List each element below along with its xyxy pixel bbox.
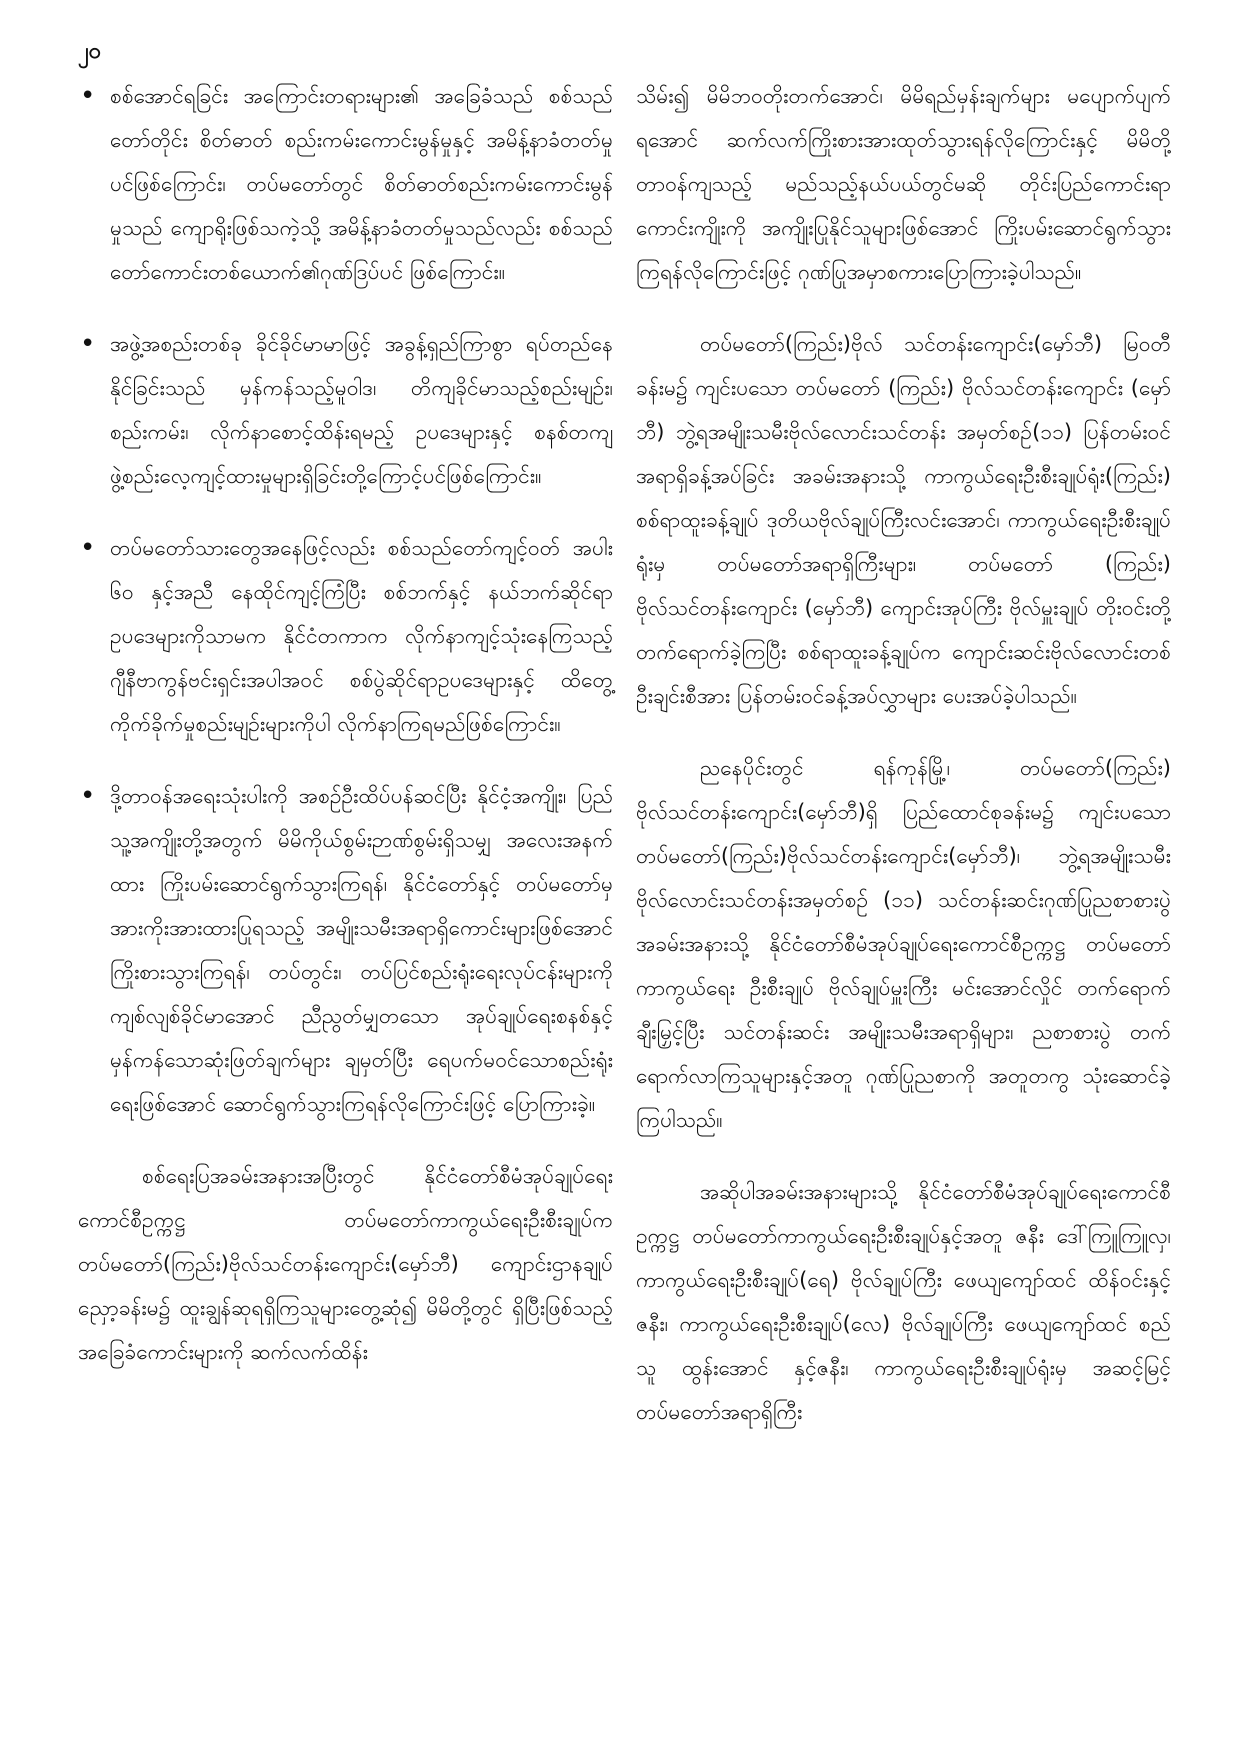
body-paragraph: ညနေပိုင်းတွင် ရန်ကုန်မြို့၊ တပ်မတော်(ကြည်း) ဗိုလ်သင်တန်းကျောင်း(မှော်ဘီ)ရှိ ပြည်ထောင်စုခန်းမ၌ ကျင်းပသော တပ်မတော်(ကြည်း)ဗိုလ်သင်တန်းကျောင်း(မှော်ဘီ)၊ ဘွဲ့ရအမျိုးသမီး ဗိုလ်လောင်းသင်တန်းအမှတ်စဉ် (၁၁) သင်တန်းဆင်းဂုဏ်ပြုညစာစားပွဲအခမ်းအနားသို့ နိုင်ငံတော်စီမံအုပ်ချုပ်ရေးကောင်စီဥက္ကဋ္ဌ တပ်မတော်ကာကွယ်ရေး ဦးစီးချုပ် ဗိုလ်ချုပ်မှူးကြီး မင်းအောင်လှိုင် တက်ရောက်ချီးမြှင့်ပြီး သင်တန်းဆင်း အမျိုးသမီးအရာရှိများ၊ ညစာစားပွဲ တက်ရောက်လာကြသူများနှင့်အတူ ဂုဏ်ပြုညစာကို အတူတကွ သုံးဆောင်ခဲ့ကြပါသည်။ [636,756,1171,1132]
bullet-item: • အဖွဲ့အစည်းတစ်ခု ခိုင်ခိုင်မာမာဖြင့် အခွန့်ရှည်ကြာစွာ ရပ်တည်နေနိုင်ခြင်းသည် မှန်ကန်သည့်မူဝါဒ၊ တိကျခိုင်မာသည့်စည်းမျဉ်း၊ စည်းကမ်း၊ လိုက်နာစောင့်ထိန်းရမည့် ဥပဒေများနှင့် စနစ်တကျ ဖွဲ့စည်းလေ့ကျင့်ထားမှုများရှိခြင်းတို့ကြောင့်ပင်ဖြစ်ကြောင်း။ [78,322,613,498]
bullet-item: • ဒို့တာဝန်အရေးသုံးပါးကို အစဉ်ဦးထိပ်ပန်ဆင်ပြီး နိုင်ငံ့အကျိုး၊ ပြည်သူ့အကျိုးတို့အတွက် မိမိကိုယ်စွမ်းဉာဏ်စွမ်းရှိသမျှ အလေးအနက်ထား ကြိုးပမ်းဆောင်ရွက်သွားကြရန်၊ နိုင်ငံတော်နှင့် တပ်မတော်မှ အားကိုးအားထားပြုရသည့် အမျိုးသမီးအရာရှိကောင်းများဖြစ်အောင် ကြိုးစားသွားကြရန်၊ တပ်တွင်း၊ တပ်ပြင်စည်းရုံးရေးလုပ်ငန်းများကို ကျစ်လျစ်ခိုင်မာအောင် ညီညွတ်မျှတသော အုပ်ချုပ်ရေးစနစ်နှင့် မှန်ကန်သောဆုံးဖြတ်ချက်များ ချမှတ်ပြီး ရေပက်မဝင်သောစည်းရုံးရေးဖြစ်အောင် ဆောင်ရွက်သွားကြရန်လိုကြောင်းဖြင့် ပြောကြားခဲ့။ [78,774,613,1126]
bullet-item: • တပ်မတော်သားတွေအနေဖြင့်လည်း စစ်သည်တော်ကျင့်ဝတ် အပါး ၆၀ နှင့်အညီ နေထိုင်ကျင့်ကြံပြီး စစ်ဘက်နှင့် နယ်ဘက်ဆိုင်ရာဥပဒေများကိုသာမက နိုင်ငံတကာက လိုက်နာကျင့်သုံးနေကြသည့် ဂျီနီဗာကွန်ဗင်းရှင်းအပါအဝင် စစ်ပွဲဆိုင်ရာဥပဒေများနှင့် ထိတွေ့ကိုက်ခိုက်မှုစည်းမျဉ်းများကိုပါ လိုက်နာကြရမည်ဖြစ်ကြောင်း။ [78,526,613,746]
page-number: ၂၀ [78,39,102,64]
body-paragraph: စစ်ရေးပြအခမ်းအနားအပြီးတွင် နိုင်ငံတော်စီမံအုပ်ချုပ်ရေးကောင်စီဥက္ကဋ္ဌ တပ်မတော်ကာကွယ်ရေးဦးစီးချုပ်က တပ်မတော်(ကြည်း)ဗိုလ်သင်တန်းကျောင်း(မှော်ဘီ) ကျောင်းဌာနချုပ် ညှော့ခန်းမ၌ ထူးချွန်ဆုရရှိကြသူများတွေ့ဆုံ၍ မိမိတို့တွင် ရှိပြီးဖြစ်သည့် အခြေခံကောင်းများကို ဆက်လက်ထိန်း [78,1164,613,1364]
left-column [78,74,613,1402]
right-column [636,74,1171,1462]
bullet-item: • စစ်အောင်ရခြင်း အကြောင်းတရားများ၏ အခြေခံသည် စစ်သည်တော်တိုင်း စိတ်ဓာတ် စည်းကမ်းကောင်းမွန်မှုနှင့် အမိန့်နာခံတတ်မှုပင်ဖြစ်ကြောင်း၊ တပ်မတော်တွင် စိတ်ဓာတ်စည်းကမ်းကောင်းမွန်မှုသည် ကျောရိုးဖြစ်သကဲ့သို့ အမိန့်နာခံတတ်မှုသည်လည်း စစ်သည်တော်ကောင်းတစ်ယောက်၏ဂုဏ်ဒြပ်ပင် ဖြစ်ကြောင်း။ [78,74,613,294]
body-paragraph: အဆိုပါအခမ်းအနားများသို့ နိုင်ငံတော်စီမံအုပ်ချုပ်ရေးကောင်စီဥက္ကဋ္ဌ တပ်မတော်ကာကွယ်ရေးဦးစီးချုပ်နှင့်အတူ ဇနီး ဒေါ်ကြူကြူလှ၊ ကာကွယ်ရေးဦးစီးချုပ်(ရေ) ဗိုလ်ချုပ်ကြီး ဖေယျကျော်ထင် ထိန်ဝင်းနှင့်ဇနီး၊ ကာကွယ်ရေးဦးစီးချုပ်(လေ) ဗိုလ်ချုပ်ကြီး ဖေယျကျော်ထင် စည်သူ ထွန်းအောင် နှင့်ဇနီး၊ ကာကွယ်ရေးဦးစီးချုပ်ရုံးမှ အဆင့်မြင့်တပ်မတော်အရာရှိကြီး [636,1180,1171,1424]
bullet-list [78,74,613,1126]
body-paragraph: သိမ်း၍ မိမိဘဝတိုးတက်အောင်၊ မိမိရည်မှန်းချက်များ မပျောက်ပျက်ရအောင် ဆက်လက်ကြိုးစားအားထုတ်သွားရန်လိုကြောင်းနှင့် မိမိတို့တာဝန်ကျသည့် မည်သည့်နယ်ပယ်တွင်မဆို တိုင်းပြည်ကောင်းရာကောင်းကျိုးကို အကျိုးပြုနိုင်သူများဖြစ်အောင် ကြိုးပမ်းဆောင်ရွက်သွားကြရန်လိုကြောင်းဖြင့် ဂုဏ်ပြုအမှာစကားပြောကြားခဲ့ပါသည်။ [636,84,1171,284]
body-paragraph: တပ်မတော်(ကြည်း)ဗိုလ် သင်တန်းကျောင်း(မှော်ဘီ) မြဝတီခန်းမ၌ ကျင်းပသော တပ်မတော် (ကြည်း) ဗိုလ်သင်တန်းကျောင်း (မှော်ဘီ) ဘွဲ့ရအမျိုးသမီးဗိုလ်လောင်းသင်တန်း အမှတ်စဉ်(၁၁) ပြန်တမ်းဝင်အရာရှိခန့်အပ်ခြင်း အခမ်းအနားသို့ ကာကွယ်ရေးဦးစီးချုပ်ရုံး(ကြည်း) စစ်ရာထူးခန့်ချုပ် ဒုတိယဗိုလ်ချုပ်ကြီးလင်းအောင်၊ ကာကွယ်ရေးဦးစီးချုပ်ရုံးမှ တပ်မတော်အရာရှိကြီးများ၊ တပ်မတော် (ကြည်း) ဗိုလ်သင်တန်းကျောင်း (မှော်ဘီ) ကျောင်းအုပ်ကြီး ဗိုလ်မှူးချုပ် တိုးဝင်းတို့ တက်ရောက်ခဲ့ကြပြီး စစ်ရာထူးခန့်ချုပ်က ကျောင်းဆင်းဗိုလ်လောင်းတစ်ဦးချင်းစီအား ပြန်တမ်းဝင်ခန့်အပ်လွှာများ ပေးအပ်ခဲ့ပါသည်။ [636,332,1171,708]
